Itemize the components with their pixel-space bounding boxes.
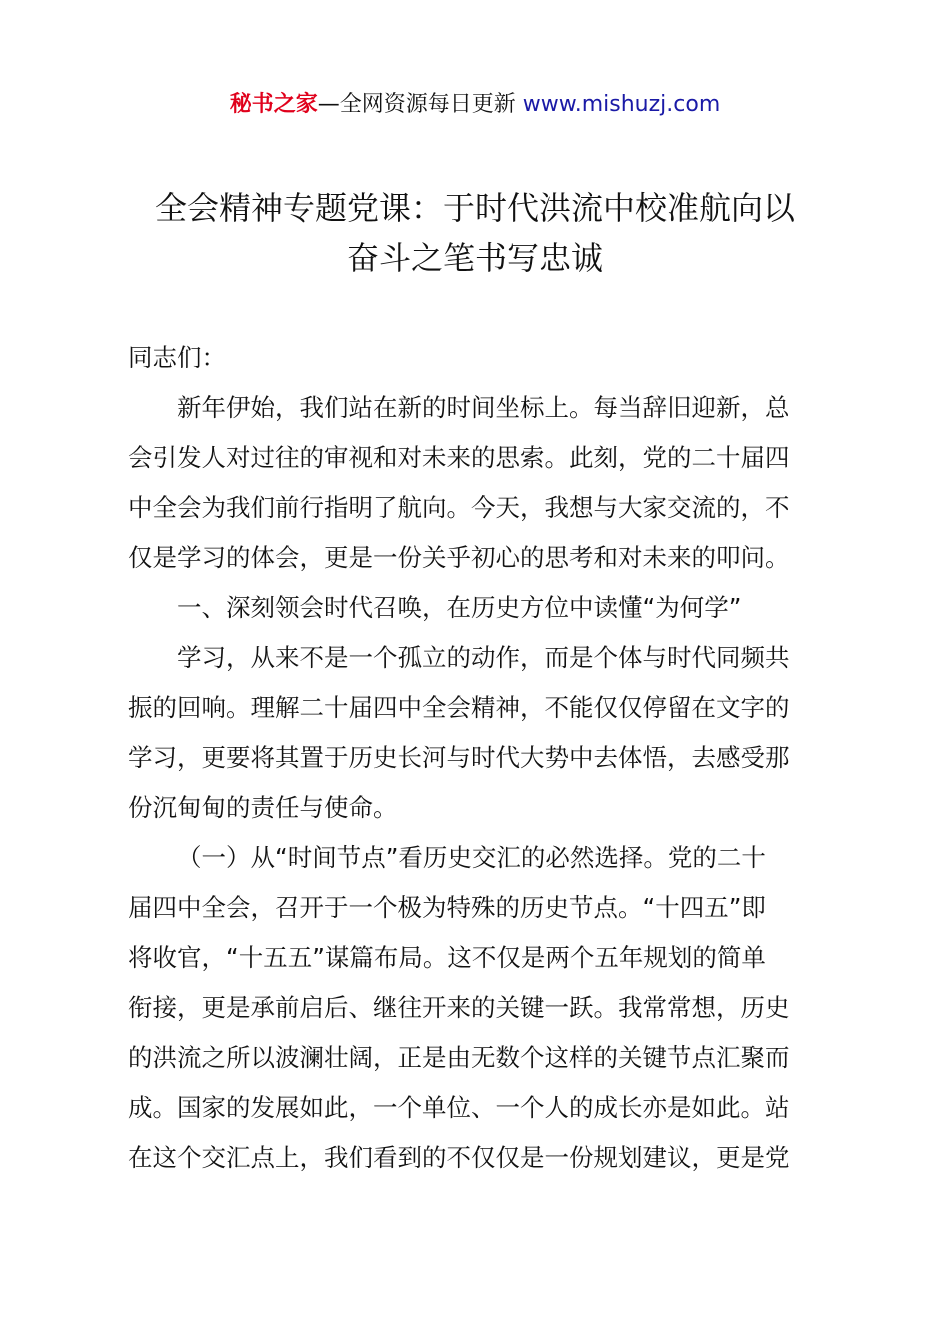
- subsection-line: （一）从“时间节点”看历史交汇的必然选择。党的二十: [177, 843, 766, 872]
- paragraph-line: 会引发人对过往的审视和对未来的思索。此刻，党的二十届四: [128, 443, 790, 472]
- paragraph-line: 中全会为我们前行指明了航向。今天，我想与大家交流的，不: [128, 493, 790, 522]
- salutation: 同志们：: [128, 343, 226, 372]
- title-line-2: 奋斗之笔书写忠诚: [346, 239, 603, 277]
- paragraph-line: 仅是学习的体会，更是一份关乎初心的思考和对未来的叩问。: [128, 543, 790, 572]
- paragraph-line: 届四中全会，召开于一个极为特殊的历史节点。“十四五”即: [128, 893, 766, 922]
- paragraph-line: 份沉甸甸的责任与使命。: [128, 793, 398, 822]
- site-url-link[interactable]: www.mishuzj.com: [522, 92, 721, 117]
- site-tagline: —全网资源每日更新: [317, 92, 523, 117]
- paragraph-line: 的洪流之所以波澜壮阔，正是由无数个这样的关键节点汇聚而: [128, 1043, 790, 1072]
- site-header: [0, 88, 950, 122]
- paragraph-line: 振的回响。理解二十届四中全会精神，不能仅仅停留在文字的: [128, 693, 790, 722]
- title-line-1: 全会精神专题党课：于时代洪流中校准航向以: [154, 189, 795, 227]
- site-brand: 秘书之家: [229, 92, 318, 117]
- paragraph-line: 学习，更要将其置于历史长河与时代大势中去体悟，去感受那: [128, 743, 790, 772]
- section-heading: 一、深刻领会时代召唤，在历史方位中读懂“为何学”: [177, 593, 742, 622]
- paragraph-line: 在这个交汇点上，我们看到的不仅仅是一份规划建议，更是党: [128, 1143, 790, 1172]
- document-body: [128, 333, 833, 1183]
- paragraph-line: 新年伊始，我们站在新的时间坐标上。每当辞旧迎新，总: [177, 393, 790, 422]
- paragraph-line: 成。国家的发展如此，一个单位、一个人的成长亦是如此。站: [128, 1093, 790, 1122]
- paragraph-line: 衔接，更是承前启后、继往开来的关键一跃。我常常想，历史: [128, 993, 790, 1022]
- paragraph-line: 将收官，“十五五”谋篇布局。这不仅是两个五年规划的简单: [128, 943, 766, 972]
- document-title: [110, 183, 840, 283]
- paragraph-line: 学习，从来不是一个孤立的动作，而是个体与时代同频共: [177, 643, 790, 672]
